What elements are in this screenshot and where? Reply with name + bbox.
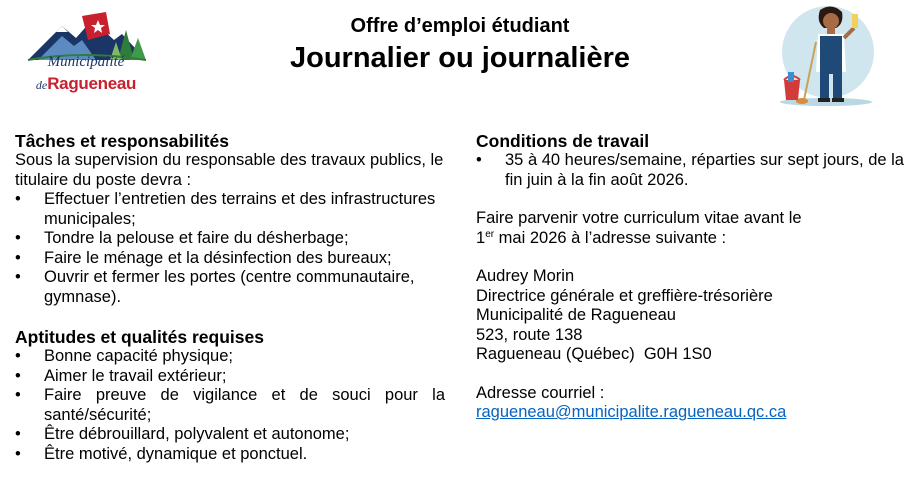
page-header — [160, 14, 760, 75]
cleaning-illustration — [770, 2, 882, 108]
apply-line-2-rest: mai 2026 à l’adresse suivante : — [494, 228, 727, 247]
bullet-icon: • — [15, 347, 21, 365]
list-item — [15, 367, 445, 387]
list-item-text: Bonne capacité physique; — [44, 347, 233, 365]
page-subtitle: Offre d’emploi étudiant — [350, 15, 570, 37]
list-item — [476, 151, 904, 190]
apply-line-1: Faire parvenir votre curriculum vitae avant le — [476, 209, 802, 227]
logo-text-ragueneau — [22, 74, 150, 94]
address-name: Audrey Morin — [476, 267, 575, 285]
email-label: Adresse courriel : — [476, 383, 605, 402]
tasks-intro: Sous la supervision du responsable des travaux publics, le titulaire du poste devra : — [15, 151, 444, 189]
municipality-logo — [22, 12, 150, 100]
list-item — [15, 249, 445, 269]
conditions-list — [476, 151, 904, 190]
address-org: Municipalité de Ragueneau — [476, 306, 676, 324]
skills-title: Aptitudes et qualités requises — [15, 327, 264, 347]
list-item-text: 35 à 40 heures/semaine, réparties sur sept jours, de la fin juin à la fin août 2026. — [505, 151, 904, 189]
list-item-text: Faire le ménage et la désinfection des bureaux; — [44, 248, 392, 267]
apply-day-sup: er — [485, 228, 495, 240]
address-city: Ragueneau (Québec) G0H 1S0 — [476, 345, 712, 363]
bullet-icon: • — [15, 229, 21, 247]
list-item-text: Aimer le travail extérieur; — [44, 366, 227, 385]
bullet-icon: • — [15, 444, 21, 463]
right-column — [476, 131, 904, 423]
bullet-icon: • — [15, 386, 21, 404]
bullet-icon: • — [15, 268, 21, 286]
tasks-title: Tâches et responsabilités — [15, 131, 229, 151]
list-item — [15, 347, 445, 367]
list-item — [15, 445, 445, 465]
list-item — [15, 229, 445, 249]
skills-list — [15, 347, 445, 464]
apply-day: 1 — [476, 228, 486, 247]
apply-line-2 — [476, 229, 904, 249]
address-role: Directrice générale et greffière-trésorière — [476, 286, 773, 305]
page-title: Journalier ou journalière — [289, 42, 631, 74]
list-item-text: Tondre la pelouse et faire du désherbage; — [44, 229, 349, 247]
bullet-icon: • — [476, 151, 482, 169]
bullet-icon: • — [15, 366, 21, 385]
list-item — [15, 190, 445, 229]
logo-text-municipalite: Municipalité — [47, 54, 125, 70]
list-item-text: Faire preuve de vigilance et de souci pour la santé/sécurité; — [44, 386, 445, 424]
address-street: 523, route 138 — [476, 325, 583, 344]
left-column — [15, 131, 445, 464]
list-item — [15, 386, 445, 425]
bullet-icon: • — [15, 248, 21, 267]
tasks-list — [15, 190, 445, 307]
bullet-icon: • — [15, 425, 21, 443]
email-link[interactable]: ragueneau@municipalite.ragueneau.qc.ca — [476, 403, 787, 421]
conditions-title: Conditions de travail — [476, 131, 650, 151]
cleaning-worker-icon — [770, 2, 882, 108]
list-item-text: Être motivé, dynamique et ponctuel. — [44, 444, 308, 463]
list-item-text: Ouvrir et fermer les portes (centre communautaire, gymnase). — [44, 268, 415, 306]
list-item — [15, 425, 445, 445]
logo-text-name: Ragueneau — [47, 74, 137, 93]
list-item — [15, 268, 445, 307]
logo-text-de: de — [35, 78, 48, 92]
list-item-text: Être débrouillard, polyvalent et autonome; — [44, 425, 350, 443]
list-item-text: Effectuer l’entretien des terrains et des infrastructures municipales; — [44, 190, 436, 228]
bullet-icon: • — [15, 190, 21, 208]
